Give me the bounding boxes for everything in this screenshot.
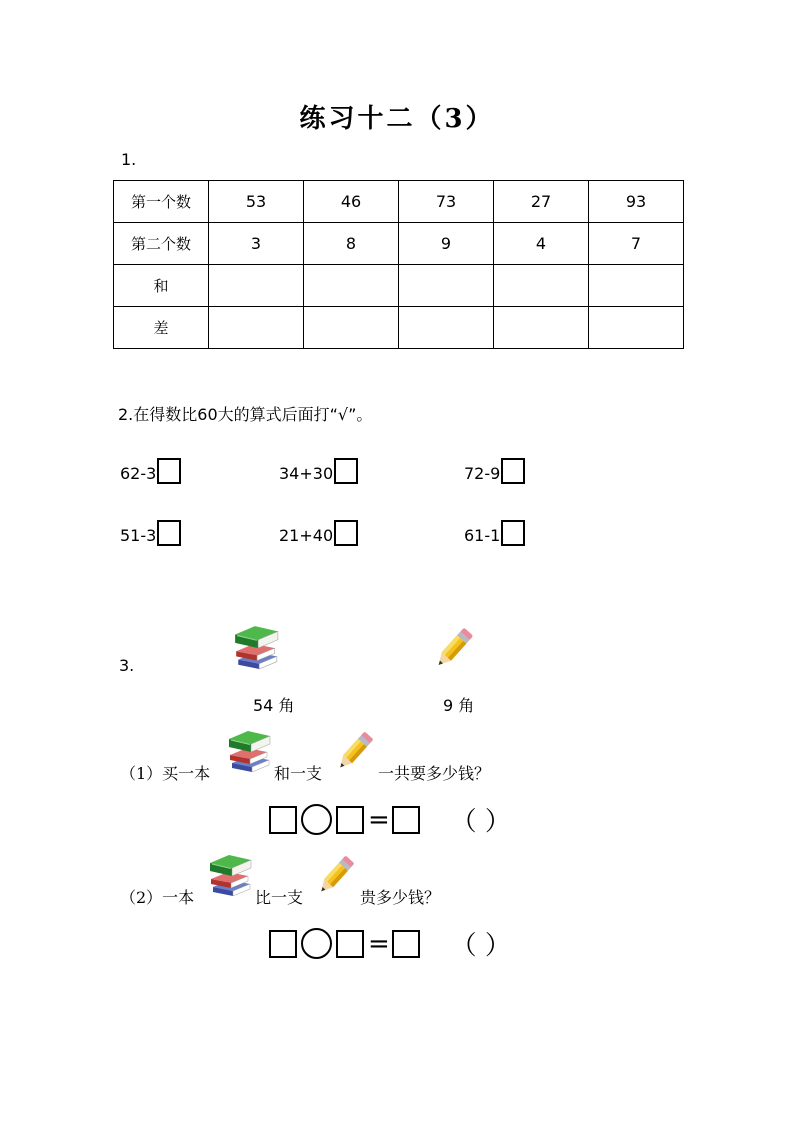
sub2-suffix: 贵多少钱？ <box>360 888 441 907</box>
answer-box[interactable] <box>269 930 297 958</box>
expression-text: 61-1 <box>464 526 501 545</box>
table-cell: 27 <box>494 181 589 223</box>
expression-item <box>279 458 358 484</box>
check-box[interactable] <box>334 458 358 484</box>
q1-number: 1. <box>121 150 137 169</box>
expression-text: 62-3 <box>120 464 157 483</box>
answer-cell[interactable] <box>494 265 589 307</box>
expression-item <box>279 520 358 546</box>
expression-item <box>464 520 525 546</box>
answer-cell[interactable] <box>304 265 399 307</box>
unit-parentheses[interactable]: （ ） <box>450 931 511 961</box>
page-title: 练习十二（3） <box>299 104 495 134</box>
sub2-middle: 比一支 <box>255 888 304 907</box>
answer-cell[interactable] <box>494 307 589 349</box>
check-box[interactable] <box>334 520 358 546</box>
table-row <box>114 265 684 307</box>
equals-sign: = <box>368 928 390 959</box>
expression-text: 51-3 <box>120 526 157 545</box>
expression-text: 34+30 <box>279 464 334 483</box>
pencil-icon <box>313 852 359 898</box>
expression-text: 72-9 <box>464 464 501 483</box>
pencil-icon <box>430 624 478 672</box>
answer-box[interactable] <box>392 930 420 958</box>
check-box[interactable] <box>157 520 181 546</box>
answer-box[interactable] <box>269 806 297 834</box>
table-row <box>114 181 684 223</box>
unit-parentheses[interactable]: （ ） <box>450 807 511 837</box>
table-cell: 46 <box>304 181 399 223</box>
equals-sign: = <box>368 804 390 835</box>
answer-cell[interactable] <box>209 265 304 307</box>
check-box[interactable] <box>501 458 525 484</box>
table-cell: 4 <box>494 223 589 265</box>
pencil-icon <box>332 728 378 774</box>
operator-circle[interactable] <box>301 804 332 835</box>
row-label: 第一个数 <box>114 181 209 223</box>
q2-instruction: 2.在得数比60大的算式后面打“√”。 <box>118 405 373 424</box>
check-box[interactable] <box>157 458 181 484</box>
expression-text: 21+40 <box>279 526 334 545</box>
row-label: 差 <box>114 307 209 349</box>
book-price: 54 角 <box>253 696 295 715</box>
table-cell: 93 <box>589 181 684 223</box>
books-icon <box>226 727 272 773</box>
sub1-middle: 和一支 <box>274 764 323 783</box>
table-row <box>114 307 684 349</box>
table-cell: 73 <box>399 181 494 223</box>
table-cell: 3 <box>209 223 304 265</box>
pencil-price: 9 角 <box>443 696 475 715</box>
sub2-prefix: （2）一本 <box>120 888 195 907</box>
expression-item <box>120 520 181 546</box>
check-box[interactable] <box>501 520 525 546</box>
answer-cell[interactable] <box>589 265 684 307</box>
table-cell: 53 <box>209 181 304 223</box>
books-icon <box>207 851 253 897</box>
table-cell: 8 <box>304 223 399 265</box>
row-label: 第二个数 <box>114 223 209 265</box>
sub1-prefix: （1）买一本 <box>120 764 211 783</box>
answer-cell[interactable] <box>209 307 304 349</box>
answer-box[interactable] <box>336 806 364 834</box>
operator-circle[interactable] <box>301 928 332 959</box>
expression-item <box>120 458 181 484</box>
table-cell: 7 <box>589 223 684 265</box>
table-row <box>114 223 684 265</box>
answer-cell[interactable] <box>399 307 494 349</box>
answer-box[interactable] <box>336 930 364 958</box>
equation-row <box>269 925 526 962</box>
answer-cell[interactable] <box>589 307 684 349</box>
answer-box[interactable] <box>392 806 420 834</box>
answer-cell[interactable] <box>399 265 494 307</box>
sub1-suffix: 一共要多少钱？ <box>378 764 491 783</box>
books-icon <box>232 622 280 670</box>
row-label: 和 <box>114 265 209 307</box>
q3-number: 3. <box>119 656 135 675</box>
expression-item <box>464 458 525 484</box>
table-cell: 9 <box>399 223 494 265</box>
equation-row <box>269 801 526 838</box>
number-table <box>113 180 684 349</box>
answer-cell[interactable] <box>304 307 399 349</box>
